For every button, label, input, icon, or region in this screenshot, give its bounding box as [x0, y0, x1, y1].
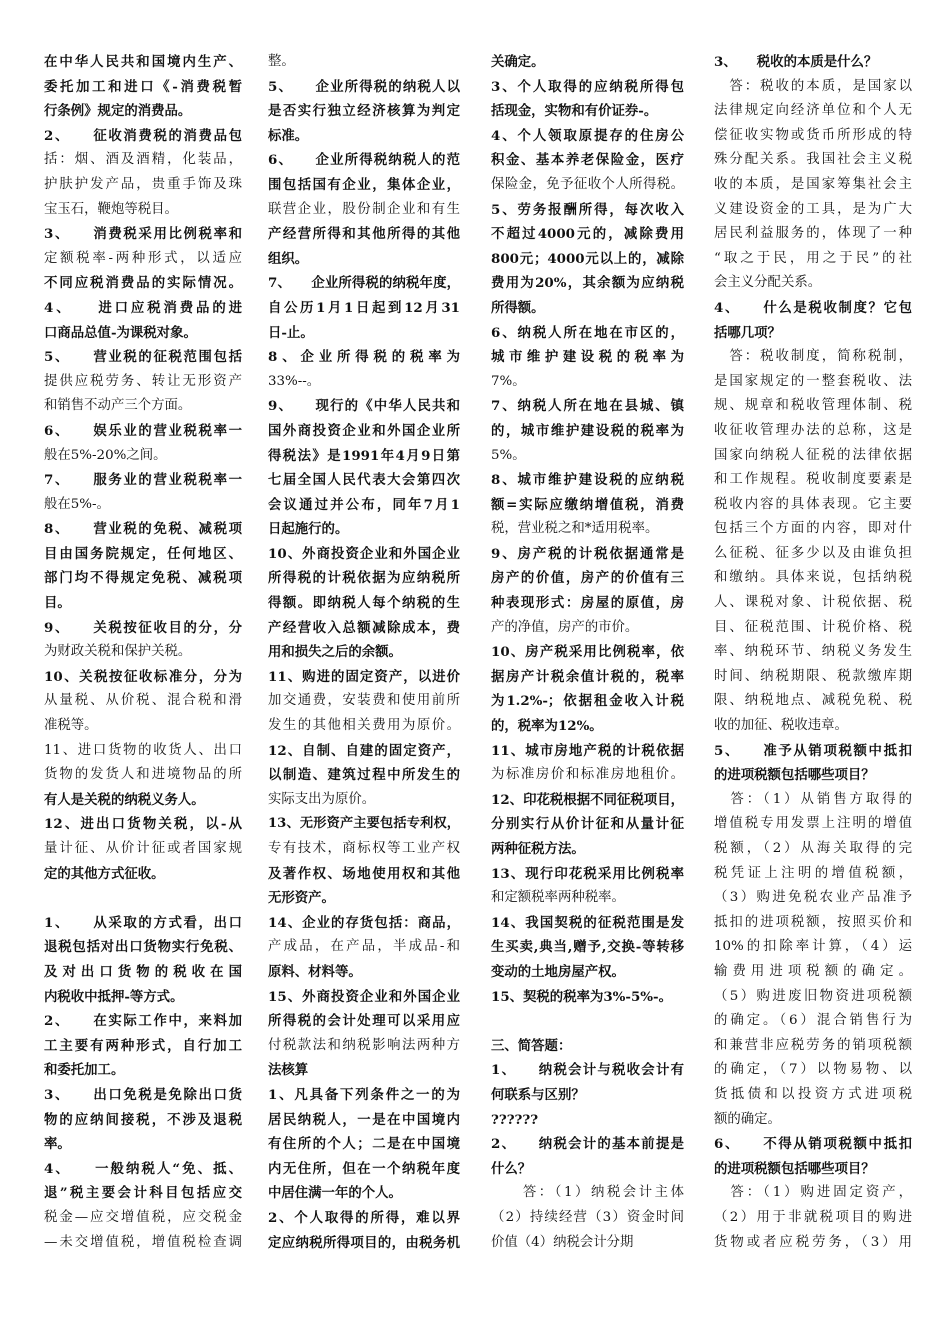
text-line: 答：（1）购进固定资产，	[714, 1185, 912, 1201]
text-line: 量计征、从价计征或者国家规	[44, 841, 242, 856]
text-line: 产经营收入总额减除成本，费	[268, 619, 460, 636]
text-line: 内税收中抵押-等方式。	[44, 988, 184, 1005]
text-line: 所得税的计税依据为应纳税所	[268, 570, 460, 587]
text-line: 用和损失之后的余额。	[268, 644, 402, 661]
text-line: 般在5%-。	[44, 496, 110, 512]
text-line: 宝玉石，鞭炮等税目。	[44, 201, 178, 217]
text-line: 何联系与区别？	[491, 1086, 585, 1103]
text-line: 15、外商投资企业和外国企业	[268, 988, 460, 1005]
text-line	[44, 886, 242, 911]
text-line: 三、简答题：	[491, 1037, 572, 1054]
text-line: 物的应纳间接税，不涉及退税	[44, 1111, 242, 1128]
text-line: 6、 不得从销项税额中抵扣	[714, 1136, 912, 1153]
text-line: 输费用进项税额的确定。	[714, 963, 912, 979]
text-line: 国家向纳税人征税的法律依据	[714, 447, 912, 463]
text-line: （2）持续经营（3）资金时间	[491, 1209, 684, 1225]
text-line: 和工作规程。税收制度要素是	[714, 472, 912, 488]
text-line: 为1.2%-；依据租金收入计税	[491, 693, 684, 710]
text-line: 人、课税对象、计税依据、税	[714, 595, 912, 611]
text-line	[491, 1009, 684, 1034]
text-line: 5、 企业所得税的纳税人以	[268, 78, 460, 95]
text-line: 生买卖,典当,赠予,交换-等转移	[491, 939, 684, 956]
text-line: 括：烟、酒及酒精，化装品，	[44, 152, 242, 168]
text-line: 14、企业的存货包括：商品，	[268, 914, 460, 931]
text-line: 得税法》是1991年4月9日第	[268, 447, 460, 464]
text-line: 保险金，免予征收个人所得税。	[491, 176, 684, 192]
text-line: 1、 纳税会计与税收会计有	[491, 1062, 684, 1079]
text-line: 1、 从采取的方式看，出口	[44, 914, 242, 931]
text-line: 9、房产税的计税依据通常是	[491, 545, 684, 562]
text-line: 定的其他方式征收。	[44, 865, 165, 882]
text-line: 5、 营业税的征税范围包括	[44, 349, 242, 366]
text-line: 偿征收实物或货币所形成的特	[714, 127, 912, 143]
text-line: 12、印花税根据不同征税项目，	[491, 791, 684, 808]
text-line: 和兼营非应税劳务的销项税额	[714, 1037, 912, 1053]
text-line: 9、 关税按征收目的分，分	[44, 619, 242, 636]
text-line: 3、 税收的本质是什么？	[714, 54, 878, 70]
text-line: 有住所的个人；二是在中国境	[268, 1136, 460, 1153]
text-line: 答：（1）纳税会计主体	[491, 1185, 684, 1201]
text-line: 加交通费，安装费和使用前所	[268, 693, 460, 709]
text-line: 实际支出为原价。	[268, 791, 376, 807]
text-line: 4、个人领取原提存的住房公	[491, 127, 684, 144]
text-line: 么征税、征多少以及由谁负担	[714, 545, 912, 561]
text-line: 定应纳税所得项目的，由税务机	[268, 1234, 460, 1251]
text-line: 种表现形式：房屋的原值，房	[491, 595, 684, 612]
text-line: 目。	[44, 595, 71, 612]
text-line: 货物或者应税劳务，（3）用	[714, 1234, 912, 1250]
text-line: 8、企业所得税的税率为	[268, 349, 460, 366]
text-line: 法律规定向经济单位和个人无	[714, 103, 912, 119]
text-line: 所得额。	[491, 299, 545, 316]
text-line: 13、现行印花税采用比例税率	[491, 865, 684, 882]
text-line: 4、 什么是税收制度？它包	[714, 299, 912, 316]
text-line: 产的净值，房产的市价。	[491, 619, 639, 635]
text-line: 付税款法和纳税影响法两种方	[268, 1037, 460, 1053]
text-line: 费用为20%，其余额为应纳税	[491, 275, 684, 292]
text-line: 分别实行从价计征和从量计征	[491, 816, 684, 833]
text-line: 答：税收制度，简称税制，	[714, 349, 912, 365]
text-line: 5、劳务报酬所得，每次收入	[491, 201, 684, 218]
text-line: 11、进口货物的收货人、出口	[44, 742, 242, 758]
text-line: 和委托加工。	[44, 1062, 125, 1079]
text-line: 9、 现行的《中华人民共和	[268, 398, 460, 415]
text-line: 答：（1）从销售方取得的	[714, 791, 912, 807]
text-line: 限、纳税地点、减税免税、税	[714, 693, 912, 709]
text-line: 的进项税额包括哪些项目？	[714, 1160, 875, 1177]
text-line: 4、 一般纳税人“免、抵、	[44, 1160, 242, 1177]
text-line: 11、购进的固定资产，以进价	[268, 668, 460, 685]
text-line: 12、自制、自建的固定资产，	[268, 742, 460, 759]
text-line: 会主义分配关系。	[714, 275, 822, 291]
text-line: 日起施行的。	[268, 521, 349, 538]
text-line: 中居住满一年的个人。	[268, 1185, 402, 1202]
text-line: 税额，（2）从海关取得的完	[714, 841, 912, 856]
text-line: 价值（4）纳税会计分期	[491, 1234, 634, 1250]
text-line: 7、 服务业的营业税税率一	[44, 472, 242, 489]
text-line: 规、规章和税收管理体制、税	[714, 398, 912, 414]
text-line: 据房产计税余值计税的，税率	[491, 668, 684, 685]
text-line: 货抵债和以投资方式进项税	[714, 1086, 912, 1102]
text-line: 3、 消费税采用比例税率和	[44, 226, 242, 243]
text-line: （5）购进废旧物资进项税额	[714, 988, 912, 1004]
text-line: 所得税的会计处理可以采用应	[268, 1013, 460, 1030]
text-line: 2、个人取得的所得，难以界	[268, 1209, 460, 1226]
text-line: 关确定。	[491, 54, 545, 70]
text-line: ??????	[491, 1111, 539, 1128]
text-line: 4、 进口应税消费品的进	[44, 299, 242, 316]
text-line: 税收内容的具体表现。它主要	[714, 496, 912, 512]
text-line: 产经营所得和其他所得的其他	[268, 226, 460, 243]
text-line: 退”税主要会计科目包括应交	[44, 1185, 242, 1202]
text-line: 发生的其他相关费用为原价。	[268, 718, 460, 734]
text-line: 会议通过并公布，同年7月1	[268, 496, 460, 513]
text-line: 两种征税方法。	[491, 841, 585, 857]
text-column-4	[714, 50, 912, 1255]
text-line: 800元；4000元以上的，减除	[491, 250, 684, 267]
text-line: 10%的扣除率计算，（4）运	[714, 939, 912, 955]
text-line: 2、 在实际工作中，来料加	[44, 1013, 242, 1030]
text-line: 为标准房价和标准房地租价。	[491, 767, 684, 783]
text-line: 和定额税率两种税率。	[491, 890, 625, 906]
text-line: 包括三个方面的内容，即对什	[714, 521, 912, 537]
text-line: 及对出口货物的税收在国	[44, 963, 242, 980]
text-line: 行条例》规定的消费品。	[44, 103, 192, 120]
text-line: 33%--。	[268, 373, 321, 389]
text-line: 目、征税范围、计税价格、税	[714, 619, 912, 635]
text-line: 从量税、从价税、混合税和滑	[44, 693, 242, 709]
text-line: 5%。	[491, 447, 526, 463]
text-line: 货物的发货人和进境物品的所	[44, 767, 242, 783]
text-line: 12、进出口货物关税，以-从	[44, 816, 242, 833]
text-line: 额的确定。	[714, 1111, 781, 1127]
text-line: 的，城市维护建设税的税率为	[491, 422, 684, 439]
text-line: 率、纳税环节、纳税义务发生	[714, 644, 912, 660]
text-line: 8、城市维护建设税的应纳税	[491, 472, 684, 489]
text-line: 的，税率为12%。	[491, 718, 603, 735]
text-line: 税金—应交增值税，应交税金	[44, 1209, 242, 1225]
text-line: 工主要有两种形式，自行加工	[44, 1037, 242, 1054]
text-line: 11、城市房地产税的计税依据	[491, 742, 684, 759]
text-line: 七届全国人民代表大会第四次	[268, 472, 460, 489]
text-line: 增值税专用发票上注明的增值	[714, 816, 912, 832]
text-line: 10、房产税采用比例税率，依	[491, 644, 684, 661]
text-line: 是否实行独立经济核算为判定	[268, 103, 460, 120]
text-column-3	[491, 50, 684, 1255]
text-line: 联营企业，股份制企业和有生	[268, 201, 460, 217]
text-line: 收的加征、税收违章。	[714, 718, 848, 734]
text-line: 5、 准予从销项税额中抵扣	[714, 742, 912, 759]
text-line: 委托加工和进口《-消费税暂	[44, 78, 242, 95]
text-line: （3）购进免税农业产品准予	[714, 890, 912, 906]
text-column-2	[268, 50, 460, 1255]
text-line: 10、外商投资企业和外国企业	[268, 545, 460, 562]
text-line: 法核算	[268, 1062, 309, 1079]
text-line: 日-止。	[268, 324, 314, 341]
text-line: 殊分配关系。我国社会主义税	[714, 152, 912, 168]
text-line: 税，营业税之和*适用税率。	[491, 521, 659, 537]
text-line: 标准。	[268, 127, 309, 144]
text-line: 居民利益服务的，体现了一种	[714, 226, 912, 242]
text-line: 收征收管理办法的总称，这是	[714, 422, 912, 438]
text-line: 目由国务院规定，任何地区、	[44, 545, 242, 562]
text-line: 房产的价值，房产的价值有三	[491, 570, 684, 587]
text-line: 不超过4000元的，减除费用	[491, 226, 684, 243]
text-line: 的确定。（6）混合销售行为	[714, 1013, 912, 1029]
text-line: 6、纳税人所在地在市区的，	[491, 324, 684, 341]
text-line: 和缴纳。具体来说，包括纳税	[714, 570, 912, 586]
text-line: 收的本质，是国家筹集社会主	[714, 176, 912, 192]
text-line: 和销售不动产三个方面。	[44, 398, 192, 414]
text-line: 积金、基本养老保险金，医疗	[491, 152, 684, 169]
text-line: 7、纳税人所在地在县城、镇	[491, 398, 684, 415]
text-line: 8、 营业税的免税、减税项	[44, 521, 242, 538]
text-line: 13、无形资产主要包括专利权，	[268, 816, 460, 832]
text-line: 部门均不得规定免税、减税项	[44, 570, 242, 587]
text-line: 2、 征收消费税的消费品包	[44, 127, 242, 144]
text-line: 以制造、建筑过程中所发生的	[268, 767, 460, 784]
text-line: 退税包括对出口货物实行免税、	[44, 939, 242, 956]
text-line: 7、 企业所得税的纳税年度，	[268, 275, 460, 292]
text-line: 6、 企业所得税纳税人的范	[268, 152, 460, 169]
text-line: 税凭证上注明的增值税额，	[714, 865, 912, 881]
text-line: 3、个人取得的应纳税所得包	[491, 78, 684, 95]
text-line: 15、契税的税率为3%-5%-。	[491, 988, 672, 1005]
text-line: 变动的土地房屋产权。	[491, 963, 625, 980]
text-line: 是国家规定的一整套税收、法	[714, 373, 912, 389]
text-line: “取之于民，用之于民”的社	[714, 250, 912, 266]
text-line: 口商品总值-为课税对象。	[44, 324, 197, 341]
text-line: 不同应税消费品的实际情况。	[44, 275, 242, 292]
text-line: 护肤护发产品，贵重手饰及珠	[44, 176, 242, 192]
text-line: 括哪几项？	[714, 324, 781, 341]
text-line: 义建设资金的工具，是为广大	[714, 201, 912, 217]
text-line: 专有技术，商标权等工业产权	[268, 841, 460, 856]
text-line: 城市维护建设税的税率为	[491, 349, 684, 366]
text-line: （2）用于非就税项目的购进	[714, 1209, 912, 1225]
text-line: 居民纳税人，一是在中国境内	[268, 1111, 460, 1128]
text-line: 组织。	[268, 250, 309, 267]
text-line: 有人是关税的纳税义务人。	[44, 791, 205, 808]
text-line: 整。	[268, 54, 295, 69]
text-line: 7%。	[491, 373, 526, 389]
text-line: 般在5%-20%之间。	[44, 447, 167, 463]
text-line: 为财政关税和保护关税。	[44, 644, 192, 660]
text-line: 围包括国有企业，集体企业，	[268, 176, 460, 193]
text-line: 答：税收的本质，是国家以	[714, 78, 912, 94]
text-line: 率。	[44, 1136, 71, 1153]
text-line: 提供应税劳务、转让无形资产	[44, 373, 242, 389]
text-line: 括现金，实物和有价证券-。	[491, 103, 658, 120]
text-line: 抵扣的进项税额，按照买价和	[714, 914, 912, 930]
text-column-1	[44, 50, 242, 1255]
text-line: 1、凡具备下列条件之一的为	[268, 1086, 460, 1103]
text-line: 国外商投资企业和外国企业所	[268, 422, 460, 439]
text-line: 自公历1月1日起到12月31	[268, 299, 460, 316]
text-line: 时间、纳税期限、税款缴库期	[714, 668, 912, 684]
text-line: 无形资产。	[268, 890, 335, 907]
text-line: 定额税率-两种形式，以适应	[44, 250, 242, 266]
text-line: 什么？	[491, 1160, 532, 1177]
text-line: 额=实际应缴纳增值税，消费	[491, 496, 684, 513]
text-line: 14、我国契税的征税范围是发	[491, 914, 684, 931]
text-line: 准税等。	[44, 718, 98, 734]
text-line: 10、关税按征收标准分，分为	[44, 668, 242, 685]
text-line: 在中华人民共和国境内生产、	[44, 54, 242, 70]
text-line: 2、 纳税会计的基本前提是	[491, 1136, 684, 1153]
text-line: 的确定，（7）以物易物、以	[714, 1062, 912, 1078]
text-line: 3、 出口免税是免除出口货	[44, 1086, 242, 1103]
text-line: 得额。即纳税人每个纳税的生	[268, 595, 460, 612]
text-line: 产成品，在产品，半成品-和	[268, 939, 460, 955]
text-line: 及著作权、场地使用权和其他	[268, 865, 460, 882]
text-line: 原料、材料等。	[268, 963, 362, 980]
text-line: —未交增值税，增值税检查调	[44, 1234, 242, 1250]
text-line: 的进项税额包括哪些项目？	[714, 767, 875, 784]
text-line: 内无住所，但在一个纳税年度	[268, 1160, 460, 1177]
text-line: 6、 娱乐业的营业税税率一	[44, 422, 242, 439]
